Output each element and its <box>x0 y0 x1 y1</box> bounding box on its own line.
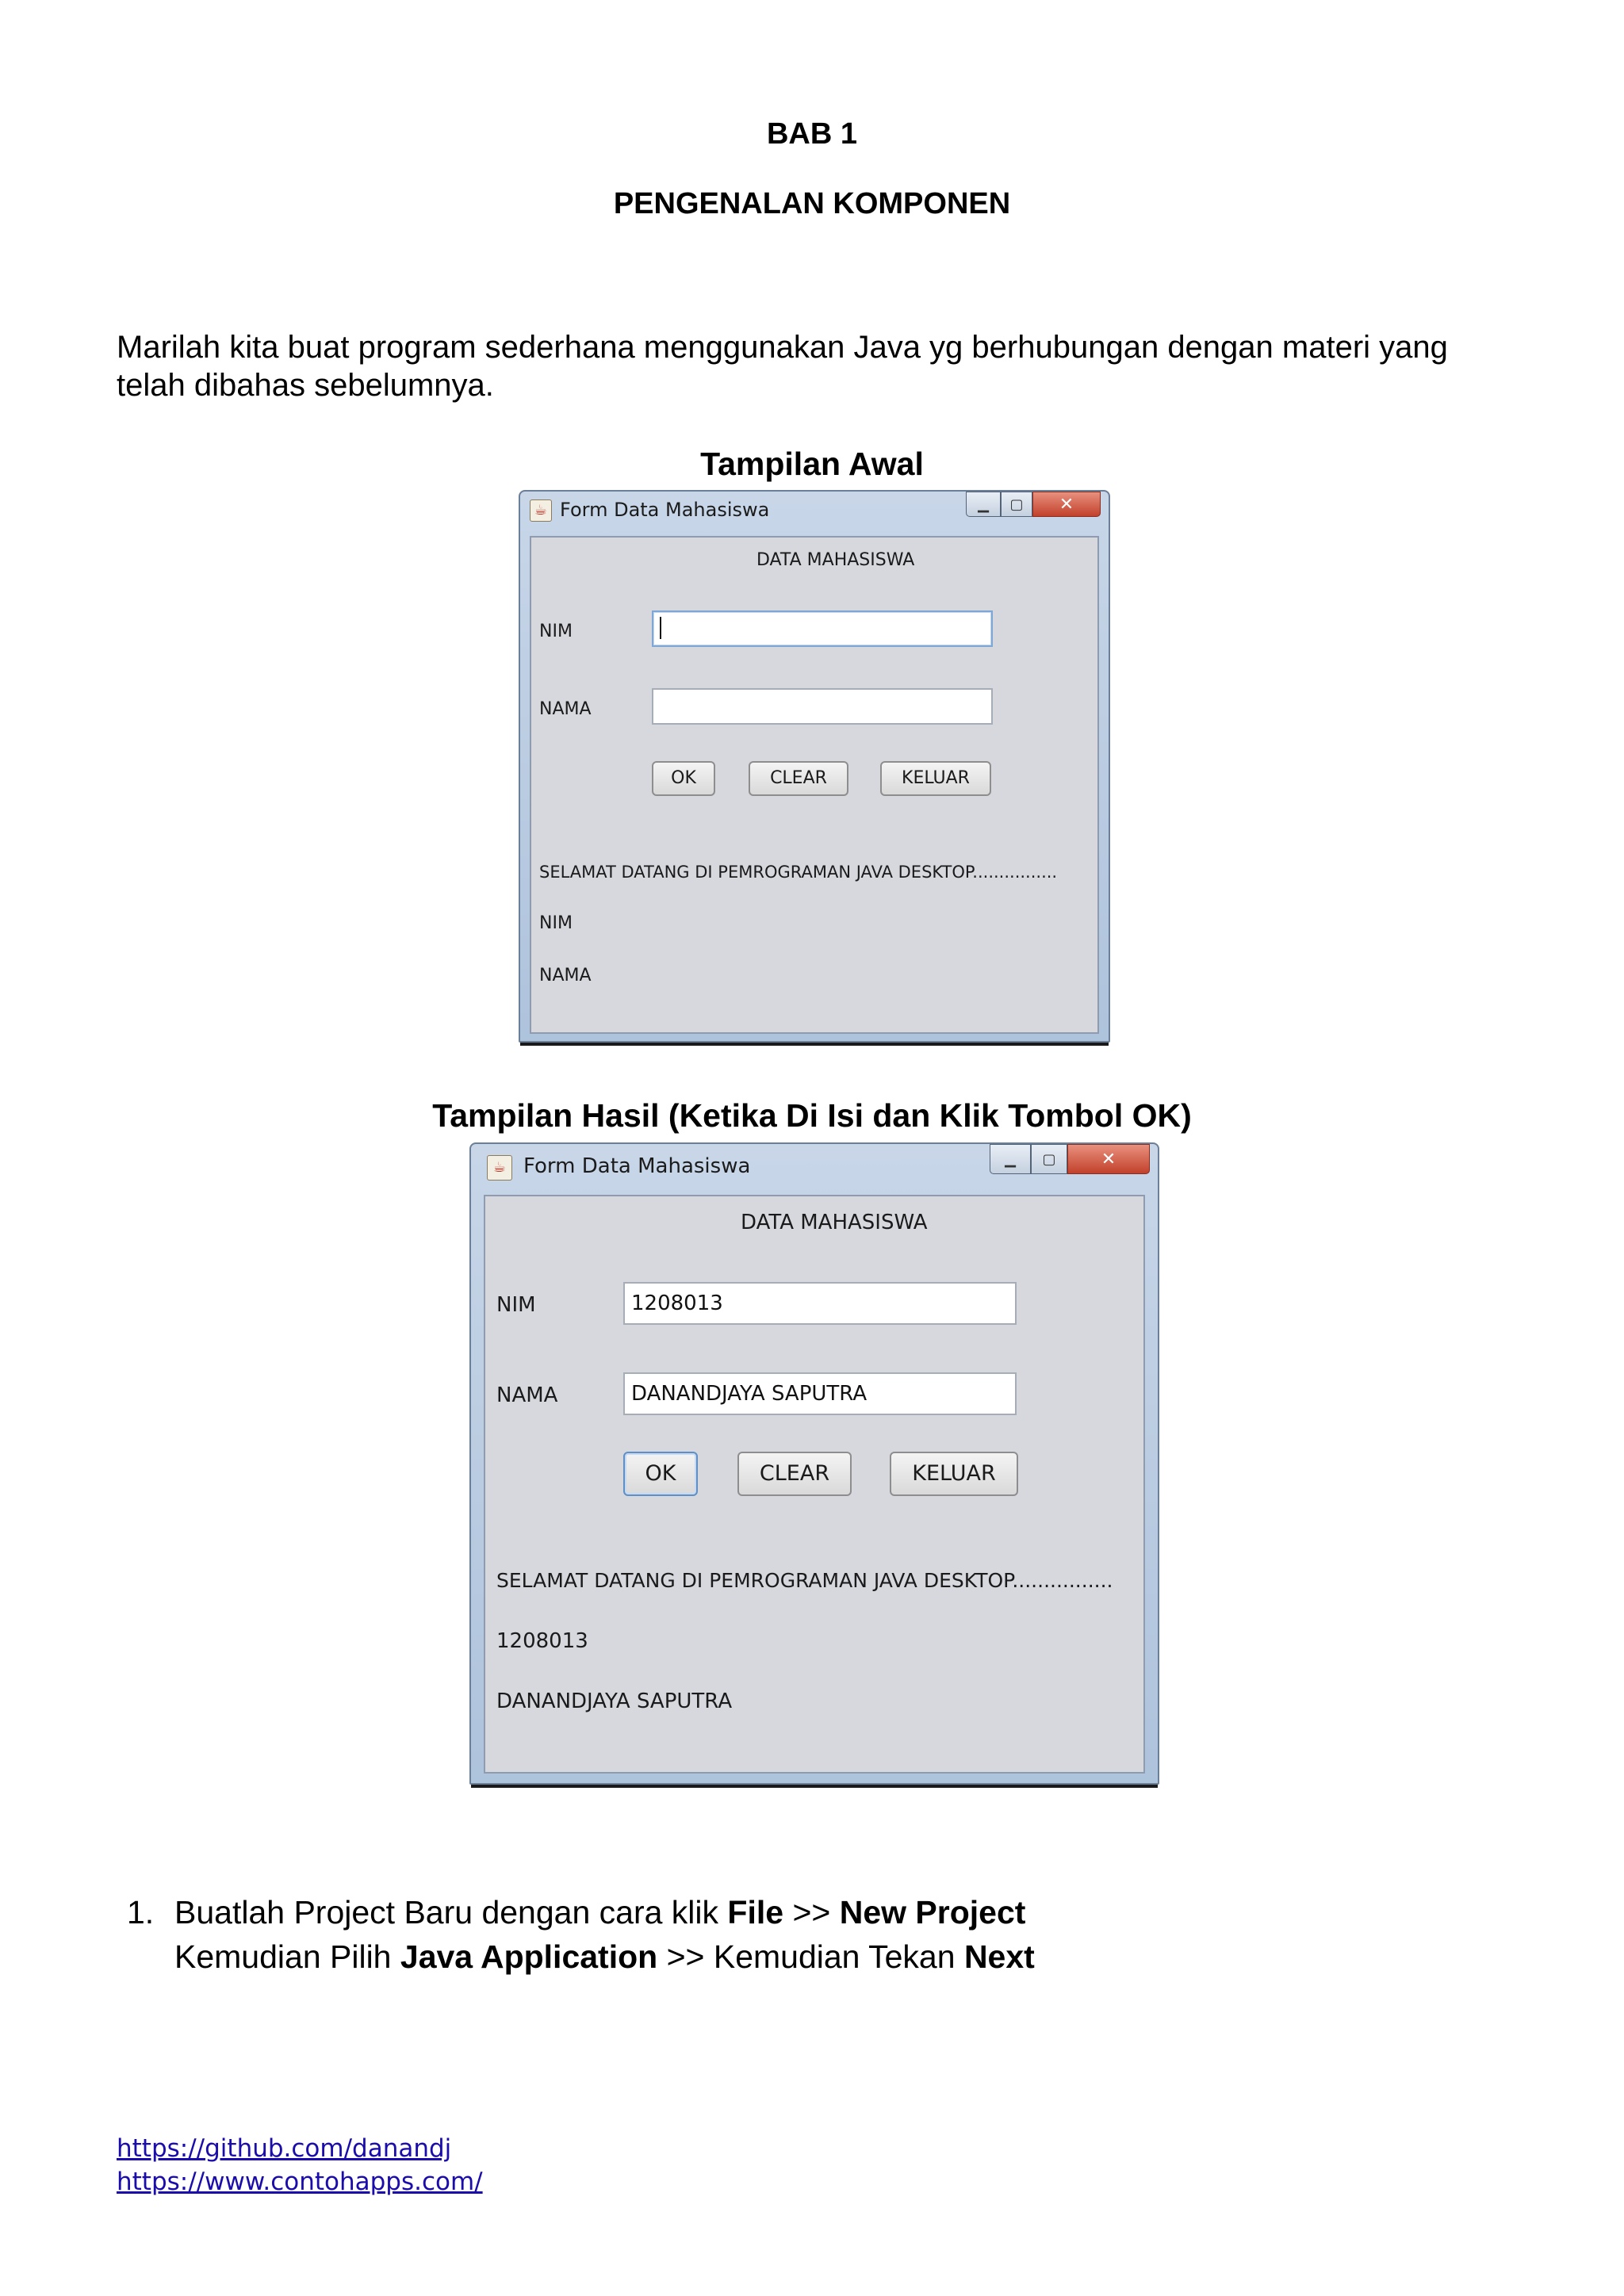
step-text-part: Kemudian Pilih <box>174 1938 400 1975</box>
welcome-message: SELAMAT DATANG DI PEMROGRAMAN JAVA DESKTOP................ <box>539 863 1058 882</box>
java-app-icon: ☕ <box>487 1155 512 1181</box>
step-number: 1. <box>127 1894 155 1931</box>
caption-result-view: Tampilan Hasil (Ketika Di Isi dan Klik Tombol OK) <box>432 1097 1192 1134</box>
clear-button[interactable]: CLEAR <box>737 1452 852 1496</box>
java-app-icon: ☕ <box>530 499 552 522</box>
minimize-icon: ▁ <box>978 496 989 513</box>
form-header: DATA MAHASISWA <box>741 1211 928 1234</box>
maximize-button[interactable] <box>1031 1144 1067 1174</box>
nim-label: NIM <box>539 622 573 641</box>
nama-label: NAMA <box>496 1383 558 1407</box>
minimize-button[interactable] <box>966 492 1001 517</box>
java-window-initial <box>519 490 1110 1043</box>
exit-button[interactable]: KELUAR <box>890 1452 1018 1496</box>
chapter-heading: BAB 1 <box>766 117 858 151</box>
form-header: DATA MAHASISWA <box>756 550 915 570</box>
close-icon: ✕ <box>1101 1149 1116 1169</box>
menu-new-project-ref: New Project <box>839 1894 1026 1931</box>
nama-input[interactable]: DANANDJAYA SAPUTRA <box>623 1372 1017 1415</box>
step-line-2 <box>174 1934 1364 1979</box>
footer-link-website[interactable]: https://www.contohapps.com/ <box>117 2168 483 2196</box>
output-nim: 1208013 <box>496 1629 588 1653</box>
window-title: Form Data Mahasiswa <box>523 1154 751 1178</box>
next-button-ref: Next <box>963 1938 1035 1975</box>
output-nama: DANANDJAYA SAPUTRA <box>496 1689 733 1713</box>
close-button[interactable] <box>1032 492 1101 517</box>
window-titlebar[interactable] <box>520 492 1109 530</box>
output-nim: NIM <box>539 913 573 933</box>
footer-link-github[interactable]: https://github.com/danandj <box>117 2134 452 2163</box>
welcome-message: SELAMAT DATANG DI PEMROGRAMAN JAVA DESKTOP................ <box>496 1569 1113 1592</box>
nim-input[interactable] <box>652 610 993 647</box>
java-application-ref: Java Application <box>400 1938 658 1975</box>
step-text <box>174 1890 1364 1979</box>
step-text-part: >> Kemudian Tekan <box>657 1938 964 1975</box>
step-text-part: Buatlah Project Baru dengan cara klik <box>174 1894 728 1931</box>
caption-initial-view: Tampilan Awal <box>700 446 924 482</box>
page-title: PENGENALAN KOMPONEN <box>613 187 1011 220</box>
step-text-part: >> <box>783 1894 840 1931</box>
ok-button[interactable]: OK <box>652 761 715 796</box>
close-icon: ✕ <box>1059 494 1074 515</box>
maximize-icon: ▢ <box>1009 496 1024 513</box>
close-button[interactable] <box>1067 1144 1150 1174</box>
nama-label: NAMA <box>539 699 592 719</box>
nim-input[interactable]: 1208013 <box>623 1282 1017 1325</box>
form-panel <box>530 536 1099 1034</box>
nim-label: NIM <box>496 1293 536 1317</box>
clear-button[interactable]: CLEAR <box>749 761 848 796</box>
java-window-result <box>469 1142 1159 1785</box>
maximize-icon: ▢ <box>1042 1150 1056 1168</box>
window-title: Form Data Mahasiswa <box>560 499 770 521</box>
minimize-button[interactable] <box>990 1144 1031 1174</box>
menu-file-ref: File <box>727 1894 784 1931</box>
text-caret <box>660 617 661 639</box>
form-panel <box>484 1195 1145 1774</box>
minimize-icon: ▁ <box>1005 1150 1016 1168</box>
output-nama: NAMA <box>539 966 592 985</box>
window-titlebar[interactable] <box>471 1144 1158 1188</box>
intro-paragraph: Marilah kita buat program sederhana menggunakan Java yg berhubungan dengan materi yang telah dibahas sebelumnya. <box>117 330 1448 403</box>
nama-input[interactable] <box>652 688 993 725</box>
step-line-1 <box>174 1890 1364 1934</box>
ok-button[interactable]: OK <box>623 1452 698 1496</box>
maximize-button[interactable] <box>1001 492 1032 517</box>
exit-button[interactable]: KELUAR <box>880 761 991 796</box>
